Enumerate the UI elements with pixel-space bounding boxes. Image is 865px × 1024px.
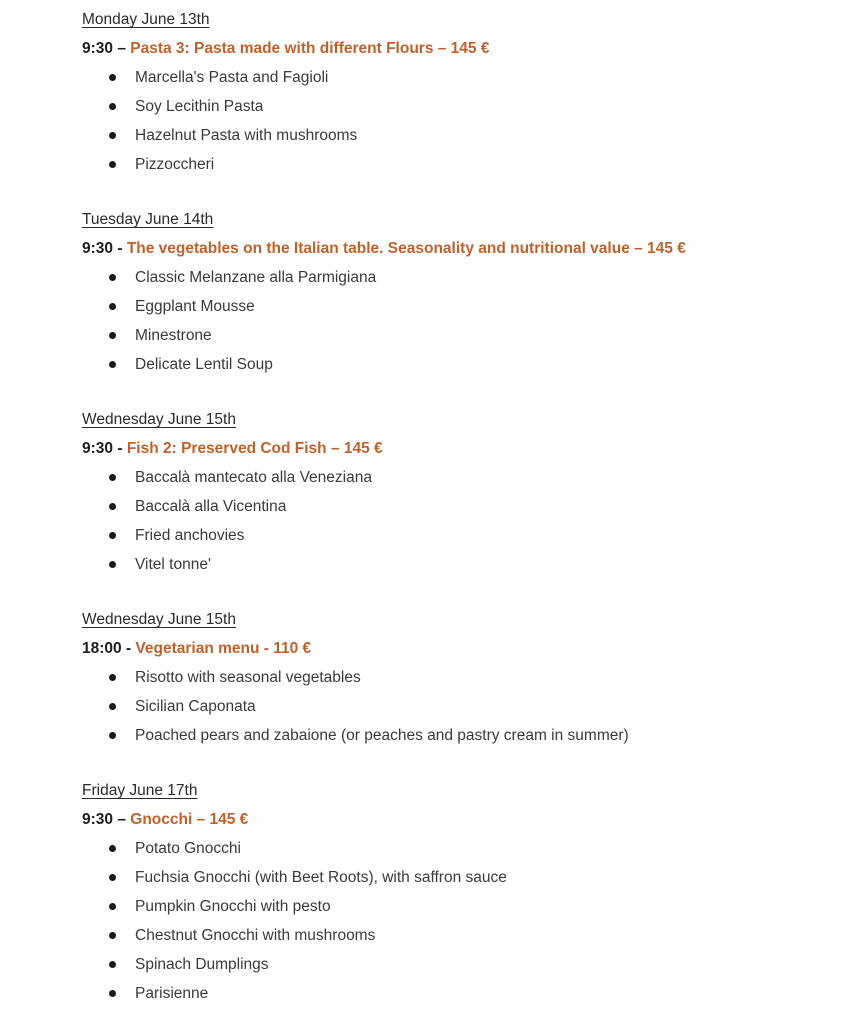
menu-list bbox=[82, 663, 825, 750]
schedule-section bbox=[82, 205, 825, 379]
date-heading: Tuesday June 14th bbox=[82, 211, 214, 228]
course-title: Vegetarian menu - 110 € bbox=[135, 640, 312, 657]
date-heading: Friday June 17th bbox=[82, 782, 198, 799]
schedule-section bbox=[82, 776, 825, 1008]
menu-item: Soy Lecithin Pasta bbox=[82, 92, 825, 121]
menu-item: Spinach Dumplings bbox=[82, 950, 825, 979]
menu-item: Chestnut Gnocchi with mushrooms bbox=[82, 921, 825, 950]
course-title: The vegetables on the Italian table. Seasonality and nutritional value – 145 € bbox=[126, 240, 686, 257]
menu-item: Fried anchovies bbox=[82, 521, 825, 550]
course-line bbox=[82, 805, 825, 834]
schedule-section bbox=[82, 5, 825, 179]
menu-item: Sicilian Caponata bbox=[82, 692, 825, 721]
menu-item: Pumpkin Gnocchi with pesto bbox=[82, 892, 825, 921]
date-heading: Wednesday June 15th bbox=[82, 611, 236, 628]
course-time: 9:30 – bbox=[82, 40, 131, 57]
menu-list bbox=[82, 463, 825, 579]
menu-item: Pizzoccheri bbox=[82, 150, 825, 179]
menu-list bbox=[82, 834, 825, 1008]
date-heading: Monday June 13th bbox=[82, 11, 210, 28]
course-line bbox=[82, 434, 825, 463]
schedule-section bbox=[82, 605, 825, 750]
section-date-row bbox=[82, 5, 825, 34]
date-heading: Wednesday June 15th bbox=[82, 411, 236, 428]
menu-item: Hazelnut Pasta with mushrooms bbox=[82, 121, 825, 150]
menu-list bbox=[82, 63, 825, 179]
menu-item: Parisienne bbox=[82, 979, 825, 1008]
menu-item: Marcella's Pasta and Fagioli bbox=[82, 63, 825, 92]
course-line bbox=[82, 234, 825, 263]
course-title: Fish 2: Preserved Cod Fish – 145 € bbox=[126, 440, 383, 457]
schedule-section bbox=[82, 405, 825, 579]
menu-item: Vitel tonne' bbox=[82, 550, 825, 579]
course-time: 9:30 - bbox=[82, 440, 127, 457]
menu-item: Minestrone bbox=[82, 321, 825, 350]
course-line bbox=[82, 34, 825, 63]
menu-item: Delicate Lentil Soup bbox=[82, 350, 825, 379]
menu-item: Potato Gnocchi bbox=[82, 834, 825, 863]
section-date-row bbox=[82, 776, 825, 805]
menu-list bbox=[82, 263, 825, 379]
course-title: Pasta 3: Pasta made with different Flours – 145 € bbox=[130, 40, 490, 57]
course-time: 9:30 - bbox=[82, 240, 127, 257]
course-time: 9:30 – bbox=[82, 811, 131, 828]
menu-item: Baccalà alla Vicentina bbox=[82, 492, 825, 521]
menu-item: Eggplant Mousse bbox=[82, 292, 825, 321]
menu-item: Fuchsia Gnocchi (with Beet Roots), with saffron sauce bbox=[82, 863, 825, 892]
course-time: 18:00 - bbox=[82, 640, 136, 657]
menu-item: Baccalà mantecato alla Veneziana bbox=[82, 463, 825, 492]
section-date-row bbox=[82, 605, 825, 634]
section-date-row bbox=[82, 205, 825, 234]
menu-item: Risotto with seasonal vegetables bbox=[82, 663, 825, 692]
menu-item: Classic Melanzane alla Parmigiana bbox=[82, 263, 825, 292]
course-title: Gnocchi – 145 € bbox=[130, 811, 249, 828]
course-line bbox=[82, 634, 825, 663]
menu-item: Poached pears and zabaione (or peaches and pastry cream in summer) bbox=[82, 721, 825, 750]
section-date-row bbox=[82, 405, 825, 434]
